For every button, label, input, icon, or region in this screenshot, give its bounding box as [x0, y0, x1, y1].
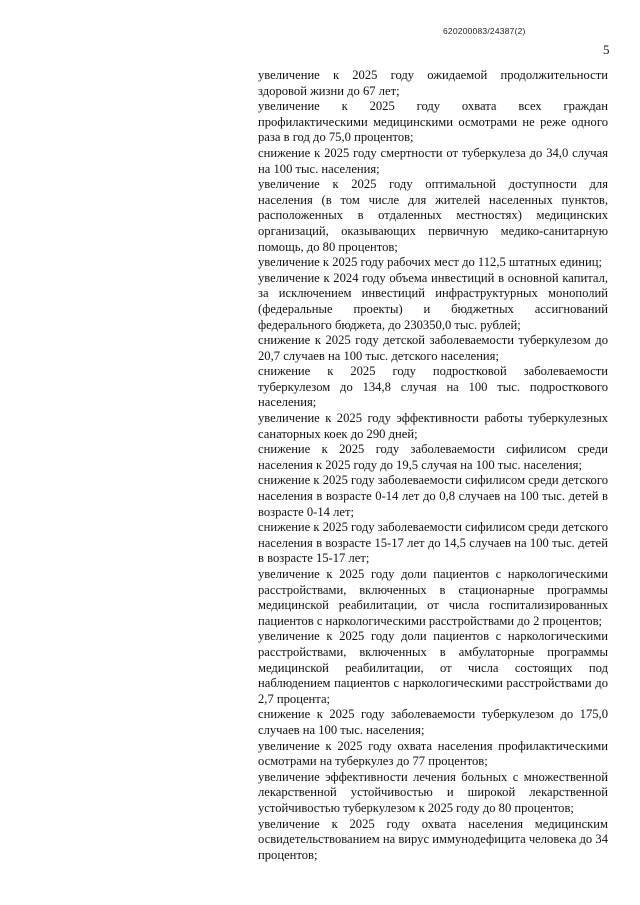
list-item: снижение к 2025 году заболеваемости сифилисом среди детского населения в возрасте 0-14 лет до 0,8 случаев на 100 тыс. детей в возрасте 0-14 лет;	[258, 473, 608, 519]
list-item: увеличение к 2025 году рабочих мест до 112,5 штатных единиц;	[258, 255, 602, 270]
list-item: увеличение к 2025 году ожидаемой продолжительности здоровой жизни до 67 лет;	[258, 68, 608, 98]
indicator-list	[258, 68, 608, 863]
list-item: увеличение к 2025 году доли пациентов с наркологическими расстройствами, включенных в стационарные программы медицинской реабилитации, от числа госпитализированных пациентов с наркологическими расстройствами до 2 процентов;	[258, 567, 608, 628]
list-item: снижение к 2025 году заболеваемости сифилисом среди населения к 2025 году до 19,5 случая на 100 тыс. населения;	[258, 442, 608, 472]
list-item: увеличение к 2025 году охвата населения медицинским освидетельствованием на вирус иммунодефицита человека до 34 процентов;	[258, 816, 608, 862]
list-item: снижение к 2025 году заболеваемости туберкулезом до 175,0 случаев на 100 тыс. населения;	[258, 707, 608, 737]
list-item: увеличение к 2025 году доли пациентов с наркологическими расстройствами, включенных в амбулаторные программы медицинской реабилитации, от числа состоящих под наблюдением пациентов с наркологическими расстройствами до 2,7 процента;	[258, 629, 608, 706]
list-item: увеличение к 2025 году эффективности работы туберкулезных санаторных коек до 290 дней;	[258, 411, 608, 441]
list-item: увеличение к 2025 году оптимальной доступности для населения (в том числе для жителей населенных пунктов, расположенных в отдаленных местностях) медицинских организаций, оказывающих первичную медико-санитарную помощь, до 80 процентов;	[258, 177, 608, 254]
list-item: увеличение к 2024 году объема инвестиций в основной капитал, за исключением инвестиций инфраструктурных монополий (федеральные проекты) и бюджетных ассигнований федерального бюджета, до 230350,0 тыс. рублей;	[258, 270, 608, 332]
list-item: снижение к 2025 году заболеваемости сифилисом среди детского населения в возрасте 15-17 лет до 14,5 случаев на 100 тыс. детей в возрасте 15-17 лет;	[258, 520, 608, 566]
page-number: 5	[603, 42, 610, 57]
document-id: 620200083/24387(2)	[443, 26, 526, 36]
list-item: снижение к 2025 году детской заболеваемости туберкулезом до 20,7 случаев на 100 тыс. детского населения;	[258, 333, 608, 363]
list-item: снижение к 2025 году смертности от туберкулеза до 34,0 случая на 100 тыс. населения;	[258, 145, 608, 176]
list-item: увеличение эффективности лечения больных с множественной лекарственной устойчивостью и широкой лекарственной устойчивостью туберкулезом к 2025 году до 80 процентов;	[258, 769, 608, 815]
list-item: увеличение к 2025 году охвата населения профилактическими осмотрами на туберкулез до 77 процентов;	[258, 738, 608, 769]
list-item: снижение к 2025 году подростковой заболеваемости туберкулезом до 134,8 случая на 100 тыс. подросткового населения;	[258, 364, 608, 410]
list-item: увеличение к 2025 году охвата всех граждан профилактическими медицинскими осмотрами не реже одного раза в год до 75,0 процентов;	[258, 99, 608, 145]
